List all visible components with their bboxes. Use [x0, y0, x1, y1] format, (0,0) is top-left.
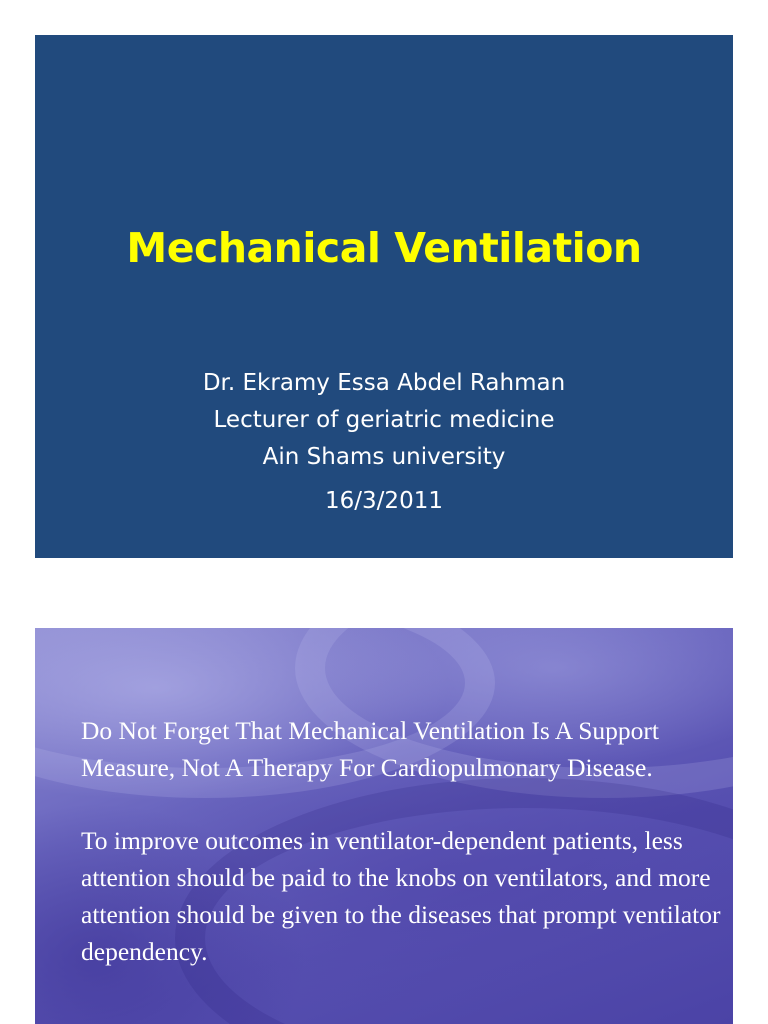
body-paragraph: To improve outcomes in ventilator-dependent patients, less attention should be paid to the knobs on ventilators, and more attention should be given to the diseases that prompt ventilator dependency. [81, 826, 721, 966]
slide-title: Mechanical Ventilation [126, 224, 642, 272]
presentation-date: 16/3/2011 [325, 488, 443, 514]
quote-slide [35, 628, 733, 1024]
author-name: Dr. Ekramy Essa Abdel Rahman [202, 370, 566, 396]
author-position: Lecturer of geriatric medicine [213, 407, 555, 433]
slide-subtitle-block [35, 365, 733, 520]
title-slide [35, 35, 733, 558]
body-paragraph: Do Not Forget That Mechanical Ventilation Is A Support Measure, Not A Therapy For Cardiopulmonary Disease. [81, 716, 659, 782]
author-institution: Ain Shams university [262, 444, 506, 470]
slide-body-text [81, 712, 721, 970]
